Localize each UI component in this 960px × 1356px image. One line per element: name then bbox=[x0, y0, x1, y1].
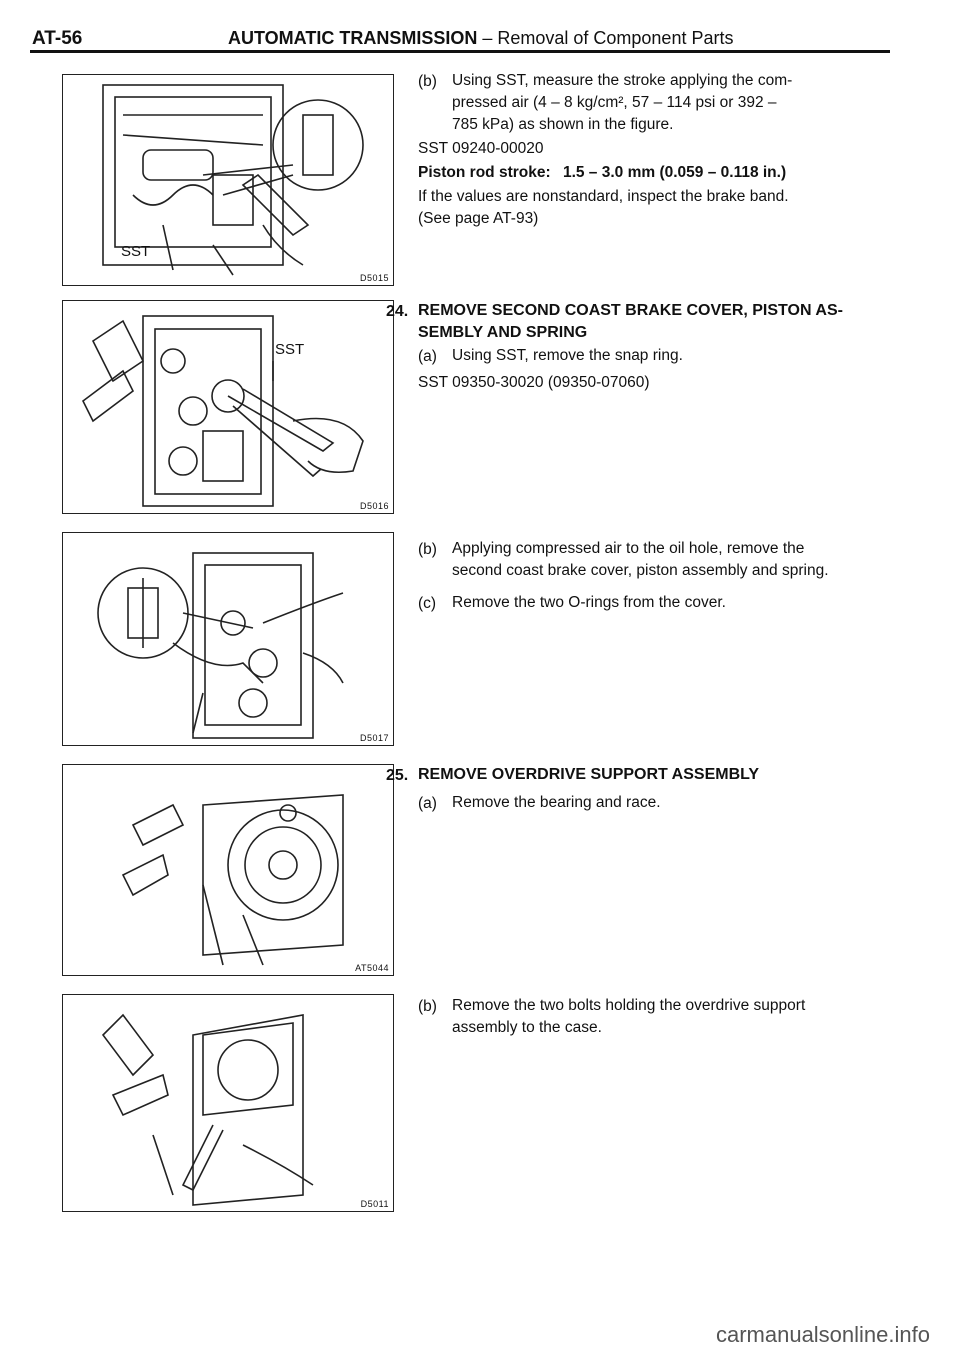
figure-d5011 bbox=[62, 994, 394, 1212]
step24-number: 24. bbox=[386, 303, 409, 320]
figure-d5016-illustration bbox=[63, 301, 393, 513]
figure-d5017-code: D5017 bbox=[359, 733, 389, 743]
figure-d5015-callout: SST bbox=[121, 243, 151, 260]
figure-d5016-code: D5016 bbox=[359, 501, 389, 511]
step24-b-text bbox=[452, 538, 897, 582]
block1-line1: Using SST, measure the stroke applying the com- bbox=[452, 72, 793, 89]
spec-label: Piston rod stroke: bbox=[418, 164, 551, 181]
figure-d5015-illustration bbox=[63, 75, 393, 285]
step24-a-label: (a) bbox=[418, 348, 437, 365]
block1-spec bbox=[418, 162, 786, 184]
figure-at5044 bbox=[62, 764, 394, 976]
step24-title-line1: REMOVE SECOND COAST BRAKE COVER, PISTON AS- bbox=[418, 302, 843, 319]
figure-d5015-code: D5015 bbox=[359, 273, 389, 283]
step24-b-line1: Applying compressed air to the oil hole, remove the bbox=[452, 540, 805, 557]
step24-b-line2: second coast brake cover, piston assembly and spring. bbox=[452, 562, 829, 579]
figure-d5016-callout: SST bbox=[275, 341, 305, 358]
figure-d5015 bbox=[62, 74, 394, 286]
page-header-title bbox=[228, 28, 733, 49]
step25-title: REMOVE OVERDRIVE SUPPORT ASSEMBLY bbox=[418, 766, 760, 783]
block1-note2: (See page AT-93) bbox=[418, 210, 539, 227]
step24-title bbox=[418, 300, 908, 344]
step24-c-label: (c) bbox=[418, 595, 437, 612]
step24-a-text: Using SST, remove the snap ring. bbox=[452, 347, 683, 364]
figure-at5044-illustration bbox=[63, 765, 393, 975]
step24-c-text: Remove the two O-rings from the cover. bbox=[452, 594, 726, 611]
step24-title-line2: SEMBLY AND SPRING bbox=[418, 324, 588, 341]
figure-d5016 bbox=[62, 300, 394, 514]
section-title: AUTOMATIC TRANSMISSION bbox=[228, 28, 478, 48]
header-rule bbox=[30, 50, 890, 53]
step25-number: 25. bbox=[386, 767, 409, 784]
block1-text bbox=[452, 70, 897, 136]
watermark: carmanualsonline.info bbox=[715, 1322, 930, 1347]
step25-b-line2: assembly to the case. bbox=[452, 1019, 602, 1036]
figure-d5011-code: D5011 bbox=[360, 1199, 389, 1209]
spec-value: 1.5 – 3.0 mm (0.059 – 0.118 in.) bbox=[562, 164, 787, 181]
step24-sst: SST 09350-30020 (09350-07060) bbox=[418, 374, 650, 391]
step25-b-text bbox=[452, 995, 897, 1039]
block1-line3: 785 kPa) as shown in the figure. bbox=[452, 116, 674, 133]
block1-note1: If the values are nonstandard, inspect the brake band. bbox=[418, 188, 789, 205]
figure-d5017-illustration bbox=[63, 533, 393, 745]
figure-d5011-illustration bbox=[63, 995, 393, 1211]
block1-sst: SST 09240-00020 bbox=[418, 140, 544, 157]
section-subtitle: – Removal of Component Parts bbox=[482, 28, 734, 48]
step25-a-label: (a) bbox=[418, 795, 437, 812]
step25-b-line1: Remove the two bolts holding the overdrive support bbox=[452, 997, 806, 1014]
step25-b-label: (b) bbox=[418, 998, 437, 1015]
figure-d5017 bbox=[62, 532, 394, 746]
block1-line2: pressed air (4 – 8 kg/cm², 57 – 114 psi or 392 – bbox=[452, 94, 777, 111]
block1-label: (b) bbox=[418, 73, 437, 90]
step25-a-text: Remove the bearing and race. bbox=[452, 794, 661, 811]
step24-b-label: (b) bbox=[418, 541, 437, 558]
figure-at5044-code: AT5044 bbox=[355, 963, 389, 973]
page-code: AT-56 bbox=[32, 28, 83, 49]
